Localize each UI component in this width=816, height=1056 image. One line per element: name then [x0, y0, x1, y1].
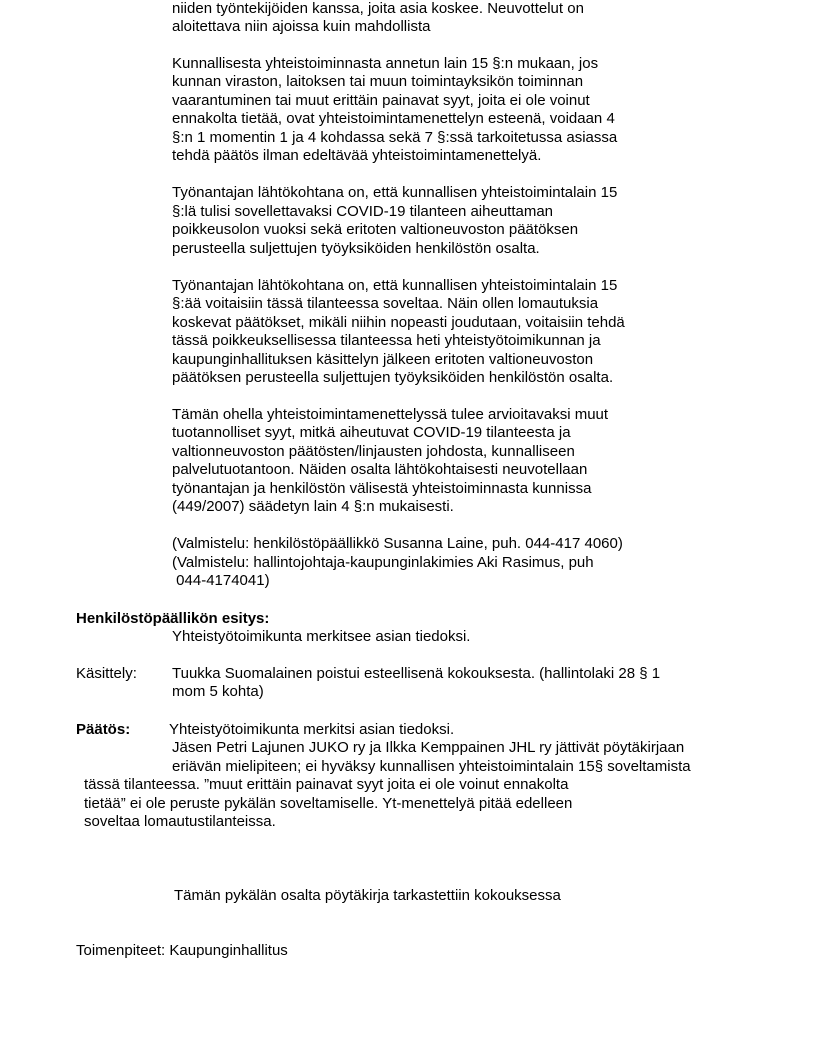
paragraph-line: tehdä päätös ilman edeltävää yhteistoimintamenettelyä.: [172, 147, 542, 164]
paragraph-line: niiden työntekijöiden kanssa, joita asia koskee. Neuvottelut on: [172, 0, 584, 17]
decision-text: Jäsen Petri Lajunen JUKO ry ja Ilkka Kemppainen JHL ry jättivät pöytäkirjaan: [172, 739, 685, 756]
paragraph-line: §:n 1 momentin 1 ja 4 kohdassa sekä 7 §:ssä tarkoitetussa asiassa: [172, 129, 618, 146]
paragraph-line: kunnan viraston, laitoksen tai muun toimintayksikön toiminnan: [172, 73, 584, 90]
paragraph-line: perusteella suljettujen työyksiköiden henkilöstön osalta.: [172, 240, 540, 257]
handling-text: mom 5 kohta): [172, 683, 264, 700]
paragraph-line: poikkeusolon vuoksi sekä eritoten valtioneuvoston päätöksen: [172, 221, 579, 238]
decision-text: Yhteistyötoimikunta merkitsi asian tiedoksi.: [169, 721, 455, 738]
proposal-text: Yhteistyötoimikunta merkitsee asian tiedoksi.: [172, 628, 471, 645]
paragraph-line: työnantajan ja henkilöstön välisestä yhteistoiminnasta kunnissa: [172, 480, 592, 497]
paragraph-line: tuotannolliset syyt, mitkä aiheutuvat COVID-19 tilanteesta ja: [172, 424, 571, 441]
paragraph-line: päätöksen perusteella suljettujen työyksiköiden henkilöstön osalta.: [172, 369, 614, 386]
paragraph-line: ennakolta tietää, ovat yhteistoimintamenettelyn esteenä, voidaan 4: [172, 110, 615, 127]
decision-text: eriävän mielipiteen; ei hyväksy kunnallisen yhteistoimintalain 15§ soveltamista: [172, 758, 691, 775]
decision-text: tässä tilanteessa. ”muut erittäin painavat syyt joita ei ole voinut ennakolta: [84, 776, 569, 793]
preparer-line: (Valmistelu: hallintojohtaja-kaupunginlakimies Aki Rasimus, puh: [172, 554, 594, 571]
paragraph-line: §:ää voitaisiin tässä tilanteessa soveltaa. Näin ollen lomautuksia: [172, 295, 599, 312]
paragraph-line: palvelutuotantoon. Näiden osalta lähtökohtaisesti neuvotellaan: [172, 461, 588, 478]
paragraph-line: §:lä tulisi sovellettavaksi COVID-19 tilanteen aiheuttaman: [172, 203, 554, 220]
paragraph-line: valtionneuvoston päätösten/linjausten johdosta, kunnalliseen: [172, 443, 575, 460]
paragraph-line: Työnantajan lähtökohtana on, että kunnallisen yhteistoimintalain 15: [172, 184, 618, 201]
paragraph-line: Tämän ohella yhteistoimintamenettelyssä tulee arvioitavaksi muut: [172, 406, 609, 423]
paragraph-line: vaarantuminen tai muut erittäin painavat syyt, joita ei ole voinut: [172, 92, 590, 109]
decision-text: soveltaa lomautustilanteissa.: [84, 813, 276, 830]
review-note: Tämän pykälän osalta pöytäkirja tarkastettiin kokouksessa: [174, 887, 561, 904]
paragraph-line: Työnantajan lähtökohtana on, että kunnallisen yhteistoimintalain 15: [172, 277, 618, 294]
decision-text: tietää” ei ole peruste pykälän soveltamiselle. Yt-menettelyä pitää edelleen: [84, 795, 573, 812]
proposal-heading: Henkilöstöpäällikön esitys:: [76, 610, 270, 627]
preparer-line: (Valmistelu: henkilöstöpäällikkö Susanna Laine, puh. 044-417 4060): [172, 535, 623, 552]
paragraph-line: (449/2007) säädetyn lain 4 §:n mukaisesti.: [172, 498, 454, 515]
handling-text: Tuukka Suomalainen poistui esteellisenä kokouksesta. (hallintolaki 28 § 1: [172, 665, 661, 682]
decision-label: Päätös:: [76, 721, 131, 738]
handling-label: Käsittely:: [76, 665, 137, 682]
preparer-line: 044-4174041): [172, 572, 270, 589]
actions-line: Toimenpiteet: Kaupunginhallitus: [76, 942, 288, 959]
paragraph-line: tässä poikkeuksellisessa tilanteessa heti yhteistyötoimikunnan ja: [172, 332, 601, 349]
paragraph-line: kaupunginhallituksen käsittelyn jälkeen eritoten valtioneuvoston: [172, 351, 594, 368]
paragraph-line: Kunnallisesta yhteistoiminnasta annetun lain 15 §:n mukaan, jos: [172, 55, 599, 72]
paragraph-line: aloitettava niin ajoissa kuin mahdollista: [172, 18, 431, 35]
paragraph-line: koskevat päätökset, mikäli niihin nopeasti joudutaan, voitaisiin tehdä: [172, 314, 625, 331]
